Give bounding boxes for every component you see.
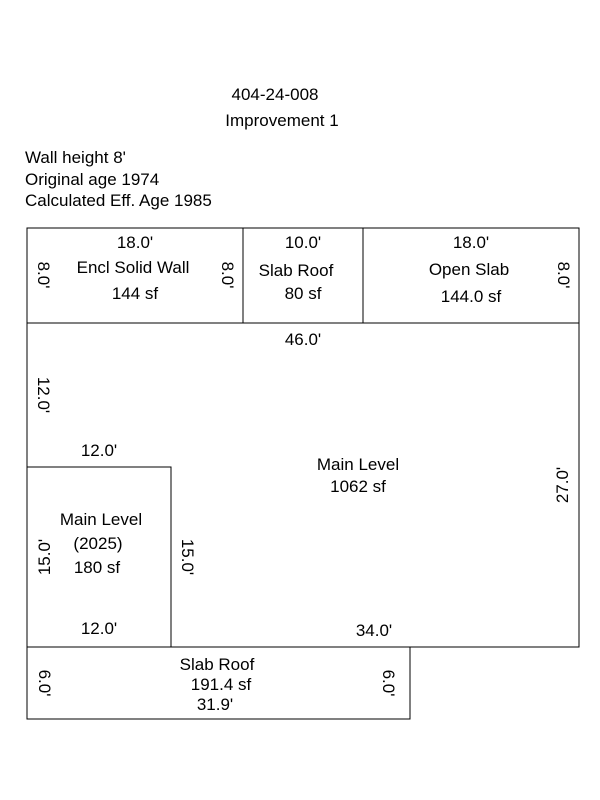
- slab-roof-top-name: Slab Roof: [258, 261, 334, 280]
- slab-roof-bottom-name: Slab Roof: [179, 655, 255, 674]
- slab-roof-bottom-width-label: 31.9': [196, 695, 234, 714]
- improvement-title: Improvement 1: [225, 111, 339, 130]
- open-slab-right-depth: 8.0': [554, 261, 573, 289]
- encl-wall-right-depth: 8.0': [218, 261, 237, 289]
- slab-roof-top-area: 80 sf: [284, 284, 322, 303]
- main-level-2025-year: (2025): [73, 534, 123, 553]
- wall-height-text: Wall height 8': [25, 148, 126, 167]
- main-level-right-label: 27.0': [553, 466, 572, 504]
- open-slab-name: Open Slab: [428, 260, 510, 279]
- main-level-left-upper-label: 12.0': [34, 376, 53, 414]
- main-level-bottom-label: 34.0': [355, 621, 393, 640]
- main-level-outline: [27, 323, 579, 647]
- slab-roof-bottom-area: 191.4 sf: [190, 675, 252, 694]
- main-level-2025-left-label: 15.0': [35, 538, 54, 576]
- encl-wall-name: Encl Solid Wall: [76, 258, 190, 277]
- main-level-inner-right-label: 15.0': [178, 538, 197, 576]
- encl-wall-area: 144 sf: [111, 284, 159, 303]
- slab-roof-bottom-right-label: 6.0': [379, 669, 398, 697]
- main-level-name: Main Level: [316, 455, 400, 474]
- slab-roof-top-width-label: 10.0': [284, 233, 322, 252]
- encl-wall-left-depth: 8.0': [34, 261, 53, 289]
- encl-wall-width-label: 18.0': [116, 233, 154, 252]
- open-slab-area: 144.0 sf: [440, 287, 502, 306]
- main-level-area: 1062 sf: [330, 477, 386, 496]
- main-level-2025-area: 180 sf: [73, 558, 121, 577]
- parcel-id: 404-24-008: [231, 85, 319, 104]
- slab-roof-bottom-left-label: 6.0': [35, 669, 54, 697]
- main-level-step-label: 12.0': [80, 441, 118, 460]
- effective-age-text: Calculated Eff. Age 1985: [25, 191, 212, 210]
- original-age-text: Original age 1974: [25, 170, 160, 189]
- open-slab-width-label: 18.0': [452, 233, 490, 252]
- main-level-2025-bottom-label: 12.0': [80, 619, 118, 638]
- main-level-top-label: 46.0': [284, 330, 322, 349]
- main-level-2025-name: Main Level: [59, 510, 143, 529]
